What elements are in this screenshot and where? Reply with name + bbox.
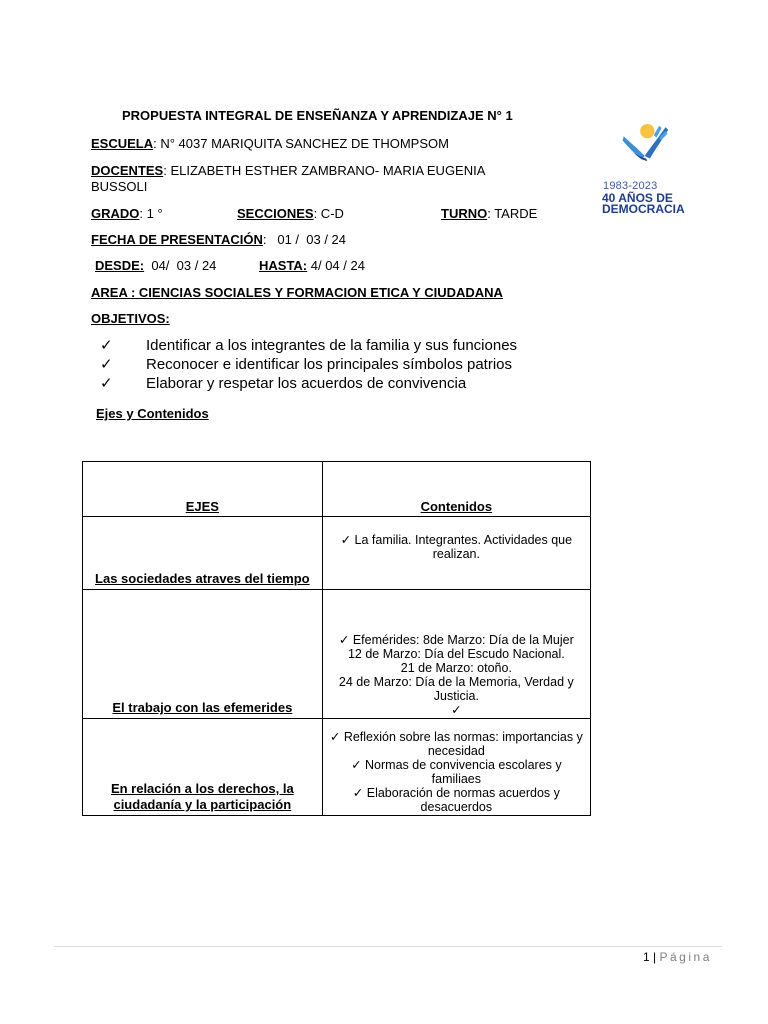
hasta-label: HASTA: xyxy=(259,258,308,273)
escuela-label: ESCUELA xyxy=(91,136,154,151)
eje-text: Las sociedades atraves del tiempo xyxy=(95,571,310,586)
contenido-item: ✓ Reflexión sobre las normas: importancias y necesidad xyxy=(329,730,583,758)
desde-label: DESDE: xyxy=(95,258,145,273)
table-row xyxy=(83,590,591,719)
hasta-value: 4/ 04 / 24 xyxy=(307,258,365,273)
header-ejes-label: EJES xyxy=(185,499,219,514)
objetivo-item xyxy=(100,336,517,354)
grado-value: : 1 ° xyxy=(139,206,163,221)
secciones-value: : C-D xyxy=(313,206,344,221)
footer-divider xyxy=(54,946,722,947)
logo-title-line1: 40 AÑOS DE xyxy=(602,191,673,205)
ejes-contenidos-heading: Ejes y Contenidos xyxy=(96,406,209,421)
logo-title-line2: DEMOCRACIA xyxy=(602,202,685,216)
secciones-label: SECCIONES xyxy=(237,206,314,221)
docentes-label: DOCENTES xyxy=(91,163,164,178)
fecha-value: : 01 / 03 / 24 xyxy=(262,232,347,247)
grado-label: GRADO xyxy=(91,206,140,221)
footer-separator: | xyxy=(653,950,657,964)
objetivo-text: Elaborar y respetar los acuerdos de convivencia xyxy=(146,375,467,392)
objetivos-heading: OBJETIVOS: xyxy=(91,311,170,326)
contenido-item: ✓ La familia. Integrantes. Actividades que realizan. xyxy=(340,533,573,561)
contenido-item: ✓ Efemérides: 8de Marzo: Día de la Mujer xyxy=(338,633,574,647)
turno-label: TURNO xyxy=(441,206,488,221)
docentes-line xyxy=(91,163,485,178)
eje-text: En relación a los derechos, la ciudadanía y la participación xyxy=(110,781,294,812)
escuela-line xyxy=(91,136,449,151)
desde-value: 04/ 03 / 24 xyxy=(144,258,217,273)
contenidos-cell xyxy=(322,719,590,816)
grado-field xyxy=(91,206,163,221)
check-icon: ✓ xyxy=(451,703,462,717)
docentes-value: : ELIZABETH ESTHER ZAMBRANO- MARIA EUGENIA xyxy=(163,163,486,178)
contenido-item: ✓ Normas de convivencia escolares y familiaes xyxy=(351,758,562,786)
document-title: PROPUESTA INTEGRAL DE ENSEÑANZA Y APRENDIZAJE N° 1 xyxy=(122,108,513,123)
fecha-label: FECHA DE PRESENTACIÓN xyxy=(91,232,263,247)
area-heading: AREA : CIENCIAS SOCIALES Y FORMACION ETICA Y CIUDADANA xyxy=(91,285,503,300)
logo-years: 1983-2023 xyxy=(603,180,658,192)
header-contenidos xyxy=(322,462,590,517)
contenido-item: 21 de Marzo: otoño. xyxy=(400,661,512,675)
fecha-line xyxy=(91,232,346,247)
table-row xyxy=(83,719,591,816)
contenidos-cell xyxy=(322,517,590,590)
eje-text: El trabajo con las efemerides xyxy=(112,700,293,715)
docentes-value-continued: BUSSOLI xyxy=(91,179,148,194)
eje-cell xyxy=(83,590,323,719)
objetivo-text: Identificar a los integrantes de la familia y sus funciones xyxy=(146,337,518,354)
objetivo-item xyxy=(100,374,466,392)
contenido-item: ✓ Elaboración de normas acuerdos y desacuerdos xyxy=(352,786,560,814)
contenidos-cell xyxy=(322,590,590,719)
contenido-item: 24 de Marzo: Día de la Memoria, Verdad y Justicia. xyxy=(338,675,574,703)
contenido-item: 12 de Marzo: Día del Escudo Nacional. xyxy=(347,647,565,661)
header-ejes xyxy=(83,462,323,517)
check-icon: ✓ xyxy=(100,337,113,354)
objetivo-text: Reconocer e identificar los principales símbolos patrios xyxy=(146,356,513,373)
escuela-value: : N° 4037 MARIQUITA SANCHEZ DE THOMPSOM xyxy=(153,136,449,151)
eje-cell xyxy=(83,719,323,816)
eje-cell xyxy=(83,517,323,590)
table-header-row xyxy=(83,462,591,517)
secciones-field xyxy=(237,206,344,221)
desde-field xyxy=(95,258,216,273)
page-label: Página xyxy=(659,950,712,964)
header-contenidos-label: Contenidos xyxy=(420,499,493,514)
check-icon: ✓ xyxy=(100,375,113,392)
hands-dove-icon xyxy=(600,122,692,182)
table-row xyxy=(83,517,591,590)
ejes-contenidos-table xyxy=(82,461,591,816)
check-icon: ✓ xyxy=(100,356,113,373)
objetivo-item xyxy=(100,355,512,373)
page-number: 1 xyxy=(643,950,650,964)
turno-field xyxy=(441,206,537,221)
turno-value: : TARDE xyxy=(487,206,538,221)
page-footer xyxy=(643,950,712,964)
hasta-field xyxy=(259,258,365,273)
